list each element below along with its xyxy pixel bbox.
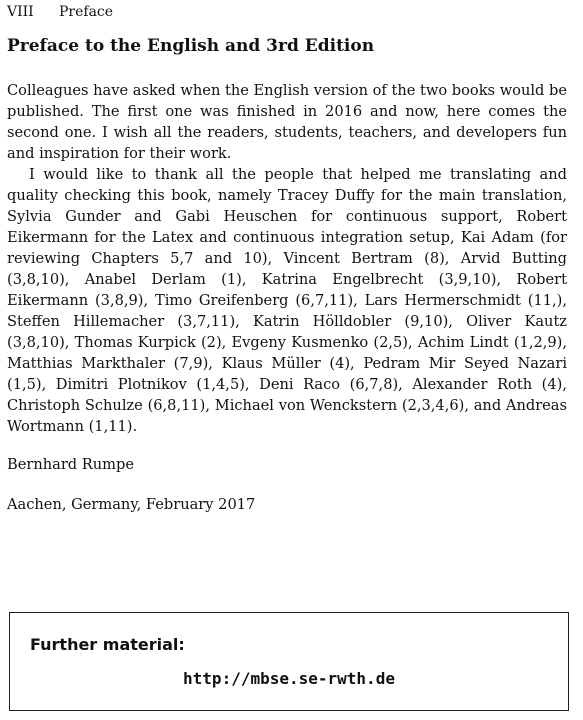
- page-title: Preface to the English and 3rd Edition: [7, 36, 375, 56]
- running-header: [7, 4, 113, 20]
- further-material-label: Further material:: [30, 635, 185, 654]
- preface-body: [7, 80, 567, 437]
- page-number: VIII: [7, 4, 34, 20]
- paragraph-intro: Colleagues have asked when the English version of the two books would be published. The first one was finished in 2016 and now, here comes the second one. I wish all the readers, students, teachers, and developers fun and inspiration for their work.: [7, 82, 567, 162]
- place-and-date: Aachen, Germany, February 2017: [7, 496, 256, 513]
- further-material-link[interactable]: http://mbse.se-rwth.de: [183, 669, 395, 688]
- section-name: Preface: [59, 4, 114, 20]
- author-signature: Bernhard Rumpe: [7, 456, 134, 473]
- further-material-box: [9, 612, 569, 711]
- paragraph-acknowledgements: I would like to thank all the people that helped me translating and quality checking this book, namely Tracey Duffy for the main translation, Sylvia Gunder and Gabi Heuschen for continuous support, Robert Eikermann for the Latex and continuous integration setup, Kai Adam (for reviewing Chapters 5,7 and 10), Vincent Bertram (8), Arvid Butting (3,8,10), Anabel Derlam (1), Katrina Engelbrecht (3,9,10), Robert Eikermann (3,8,9), Timo Greifenberg (6,7,11), Lars Hermerschmidt (11,), Steffen Hillemacher (3,7,11), Katrin Hölldobler (9,10), Oliver Kautz (3,8,10), Thomas Kurpick (2), Evgeny Kusmenko (2,5), Achim Lindt (1,2,9), Matthias Markthaler (7,9), Klaus Müller (4), Pedram Mir Seyed Nazari (1,5), Dimitri Plotnikov (1,4,5), Deni Raco (6,7,8), Alexander Roth (4), Christoph Schulze (6,8,11), Michael von Wenckstern (2,3,4,6), and Andreas Wortmann (1,11).: [7, 166, 567, 435]
